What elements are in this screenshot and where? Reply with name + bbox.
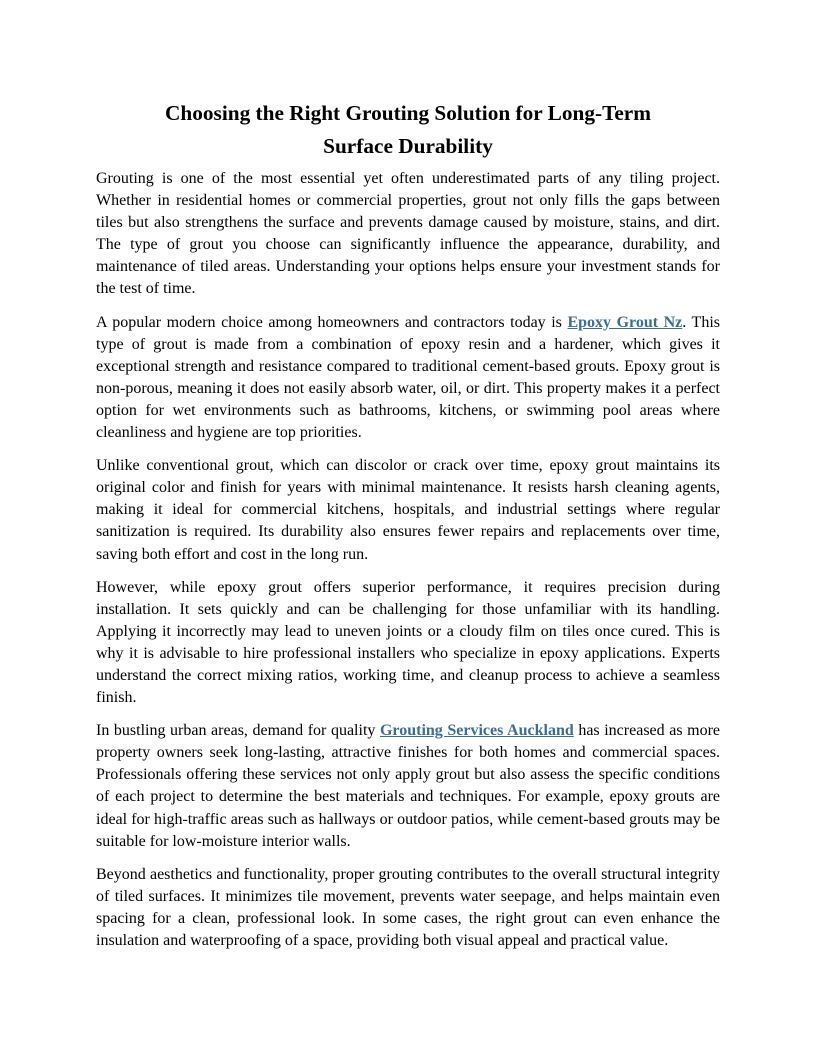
paragraph-grouting-services — [96, 720, 720, 853]
document-title-line2: Surface Durability — [323, 134, 493, 158]
paragraph-intro-text: Grouting is one of the most essential yet often underestimated parts of any tiling project. Whether in residential homes or commercial properties, grout not only fills the gaps between tiles but also strengthens the surface and prevents damage caused by moisture, stains, and dirt. The type of grout you choose can significantly influence the appearance, durability, and maintenance of tiled areas. Understanding your options helps ensure your investment stands for the test of time. — [96, 170, 720, 298]
paragraph-structural-integrity-text: Beyond aesthetics and functionality, proper grouting contributes to the overall structural integrity of tiled surfaces. It minimizes tile movement, prevents water seepage, and helps maintain even spacing for a clean, professional look. In some cases, the right grout can even enhance the insulation and waterproofing of a space, providing both visual appeal and practical value. — [96, 865, 720, 949]
document-title — [96, 97, 720, 163]
document-title-line1: Choosing the Right Grouting Solution for Long-Term — [165, 101, 651, 125]
paragraph-epoxy-grout — [96, 312, 720, 445]
paragraph-grouting-services-before: In bustling urban areas, demand for quality — [96, 722, 380, 740]
document-body — [96, 168, 720, 952]
paragraph-installation — [96, 577, 720, 710]
grouting-services-auckland-link[interactable]: Grouting Services Auckland — [379, 722, 574, 740]
paragraph-intro — [96, 168, 720, 301]
epoxy-grout-nz-link[interactable]: Epoxy Grout Nz — [567, 313, 683, 331]
paragraph-durability-text: Unlike conventional grout, which can discolor or crack over time, epoxy grout maintains its original color and finish for years with minimal maintenance. It resists harsh cleaning agents, making it ideal for commercial kitchens, hospitals, and industrial settings where regular sanitization is required. Its durability also ensures fewer repairs and replacements over time, saving both effort and cost in the long run. — [96, 457, 720, 563]
paragraph-epoxy-grout-before: A popular modern choice among homeowners and contractors today is — [96, 313, 568, 331]
paragraph-epoxy-grout-after: . This type of grout is made from a combination of epoxy resin and a hardener, which gives it exceptional strength and resistance compared to traditional cement-based grouts. Epoxy grout is non-porous, meaning it does not easily absorb water, oil, or dirt. This property makes it a perfect option for wet environments such as bathrooms, kitchens, or swimming pool areas where cleanliness and hygiene are top priorities. — [96, 313, 720, 442]
paragraph-grouting-services-after: has increased as more property owners seek long-lasting, attractive finishes for both homes and commercial spaces. Professionals offering these services not only apply grout but also assess the specific conditions of each project to determine the best materials and techniques. For example, epoxy grouts are ideal for high-traffic areas such as hallways or outdoor patios, while cement-based grouts may be suitable for low-moisture interior walls. — [96, 722, 720, 850]
paragraph-structural-integrity — [96, 864, 720, 952]
paragraph-installation-text: However, while epoxy grout offers superior performance, it requires precision during installation. It sets quickly and can be challenging for those unfamiliar with its handling. Applying it incorrectly may lead to uneven joints or a cloudy film on tiles once cured. This is why it is advisable to hire professional installers who specialize in epoxy applications. Experts understand the correct mixing ratios, working time, and cleanup process to achieve a seamless finish. — [96, 578, 720, 707]
paragraph-durability — [96, 455, 720, 565]
